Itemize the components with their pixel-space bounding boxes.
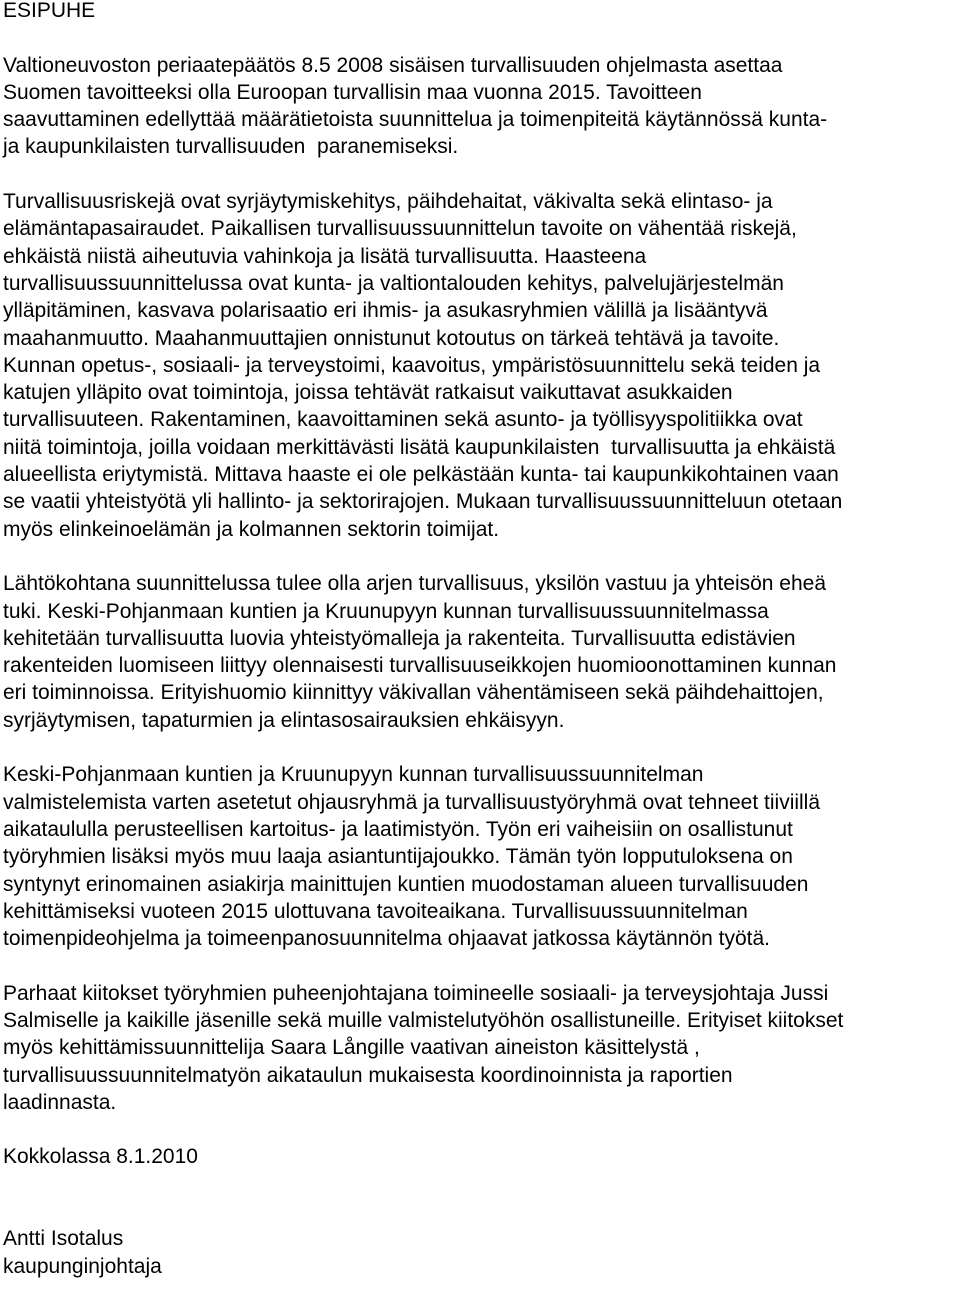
paragraph-line: myös elinkeinoelämän ja kolmannen sektorin toimijat.: [3, 517, 500, 541]
paragraph-line: alueellista eriytymistä. Mittava haaste ei ole pelkästään kunta- tai kaupunkikohtainen vaan: [3, 463, 839, 487]
spacer: [3, 24, 958, 51]
paragraph-line: Salmiselle ja kaikille jäsenille sekä muille valmistelutyöhön osallistuneille. Erityiset kiitokset: [3, 1008, 844, 1032]
signer-title: kaupunginjohtaja: [3, 1254, 162, 1278]
spacer: [3, 734, 958, 761]
paragraph-line: turvallisuuteen. Rakentaminen, kaavoittaminen sekä asunto- ja työllisyyspolitiikka ovat: [3, 408, 803, 432]
spacer: [3, 543, 958, 570]
paragraph-line: toimenpideohjelma ja toimeenpanosuunnitelma ohjaavat jatkossa käytännön työtä.: [3, 927, 770, 951]
spacer: [3, 161, 958, 188]
paragraph-line: laadinnasta.: [3, 1090, 117, 1114]
place-date: Kokkolassa 8.1.2010: [3, 1145, 198, 1169]
paragraph-line: Parhaat kiitokset työryhmien puheenjohtajana toimineelle sosiaali- ja terveysjohtaja Jussi: [3, 981, 829, 1005]
document-body: [3, 52, 958, 1117]
paragraph-line: Kunnan opetus-, sosiaali- ja terveystoimi, kaavoitus, ympäristösuunnittelu sekä teiden ja: [3, 353, 821, 377]
body-paragraph: [3, 761, 958, 952]
signer-name: Antti Isotalus: [3, 1227, 124, 1251]
paragraph-line: kehitetään turvallisuutta luovia yhteistyömalleja ja rakenteita. Turvallisuutta edistävien: [3, 626, 796, 650]
body-paragraph: [3, 188, 958, 543]
paragraph-line: Valtioneuvoston periaatepäätös 8.5 2008 sisäisen turvallisuuden ohjelmasta asettaa: [3, 53, 783, 77]
paragraph-line: ehkäistä niistä aiheutuvia vahinkoja ja lisätä turvallisuutta. Haasteena: [3, 244, 647, 268]
paragraph-line: katujen ylläpito ovat toimintoja, joissa tehtävät ratkaisut vaikuttavat asukkaiden: [3, 381, 733, 405]
paragraph-line: turvallisuussuunnitelmatyön aikataulun mukaisesta koordinoinnista ja raportien: [3, 1063, 733, 1087]
paragraph-line: maahanmuutto. Maahanmuuttajien onnistunut kotoutus on tärkeä tehtävä ja tavoite.: [3, 326, 780, 350]
paragraph-line: niitä toimintoja, joilla voidaan merkittävästi lisätä kaupunkilaisten turvallisuutta ja ehkäistä: [3, 435, 836, 459]
paragraph-line: Keski-Pohjanmaan kuntien ja Kruunupyyn kunnan turvallisuussuunnitelman: [3, 763, 704, 787]
paragraph-line: rakenteiden luomiseen liittyy olennaisesti turvallisuuseikkojen huomioonottaminen kunnan: [3, 654, 837, 678]
paragraph-line: saavuttaminen edellyttää määrätietoista suunnittelua ja toimenpiteitä käytännössä kunta-: [3, 108, 828, 132]
paragraph-line: se vaatii yhteistyötä yli hallinto- ja sektorirajojen. Mukaan turvallisuussuunnitteluun otetaan: [3, 490, 843, 514]
paragraph-line: valmistelemista varten asetetut ohjausryhmä ja turvallisuustyöryhmä ovat tehneet tiiviillä: [3, 790, 821, 814]
paragraph-line: työryhmien lisäksi myös muu laaja asiantuntijajoukko. Tämän työn lopputuloksena on: [3, 845, 793, 869]
body-paragraph: [3, 52, 958, 161]
paragraph-line: elämäntapasairaudet. Paikallisen turvallisuussuunnittelun tavoite on vähentää riskejä,: [3, 217, 797, 241]
paragraph-line: eri toiminnoissa. Erityishuomio kiinnittyy väkivallan vähentämiseen sekä päihdehaittojen,: [3, 681, 824, 705]
paragraph-line: turvallisuussuunnittelussa ovat kunta- ja valtiontalouden kehitys, palvelujärjestelmän: [3, 271, 784, 295]
paragraph-line: myös kehittämissuunnittelija Saara Långille vaativan aineiston käsittelystä ,: [3, 1036, 700, 1060]
document-page: [3, 0, 958, 1280]
paragraph-line: Lähtökohtana suunnittelussa tulee olla arjen turvallisuus, yksilön vastuu ja yhteisön eheä: [3, 572, 827, 596]
paragraph-line: ylläpitäminen, kasvava polarisaatio eri ihmis- ja asukasryhmien välillä ja lisääntyvä: [3, 299, 768, 323]
document-title: ESIPUHE: [3, 0, 96, 22]
paragraph-line: ja kaupunkilaisten turvallisuuden paranemiseksi.: [3, 135, 459, 159]
paragraph-line: kehittämiseksi vuoteen 2015 ulottuvana tavoiteaikana. Turvallisuussuunnitelman: [3, 899, 748, 923]
paragraph-line: syrjäytymisen, tapaturmien ja elintasosairauksien ehkäisyyn.: [3, 708, 565, 732]
spacer: [3, 952, 958, 979]
paragraph-line: Turvallisuusriskejä ovat syrjäytymiskehitys, päihdehaitat, väkivalta sekä elintaso- ja: [3, 190, 773, 214]
body-paragraph: [3, 570, 958, 734]
body-paragraph: [3, 980, 958, 1116]
spacer: [3, 1171, 958, 1226]
signature-block: [3, 1225, 958, 1280]
paragraph-line: Suomen tavoitteeksi olla Euroopan turvallisin maa vuonna 2015. Tavoitteen: [3, 80, 702, 104]
paragraph-line: tuki. Keski-Pohjanmaan kuntien ja Kruunupyyn kunnan turvallisuussuunnitelmassa: [3, 599, 769, 623]
spacer: [3, 1116, 958, 1143]
paragraph-line: aikataululla perusteellisen kartoitus- ja laatimistyön. Työn eri vaiheisiin on osallistunut: [3, 817, 793, 841]
paragraph-line: syntynyt erinomainen asiakirja mainittujen kuntien muodostaman alueen turvallisuuden: [3, 872, 809, 896]
